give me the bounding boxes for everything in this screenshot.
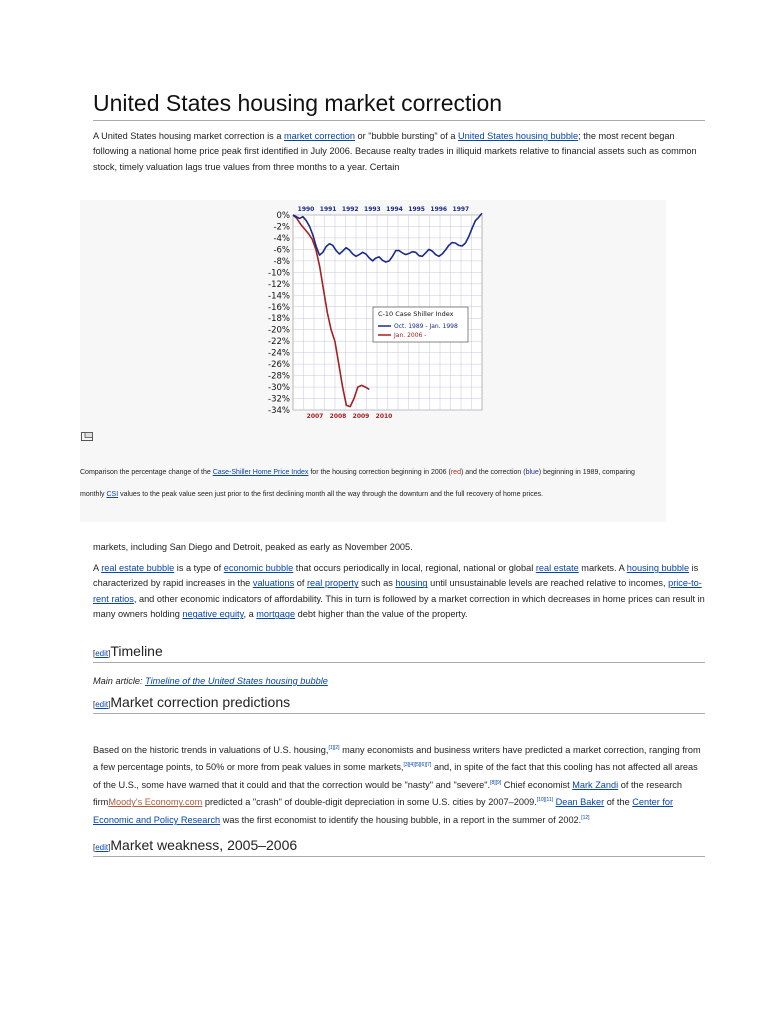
predictions-divider	[93, 713, 705, 714]
y-tick-label: -16%	[268, 302, 290, 313]
top-axis-label: 1995	[408, 206, 425, 213]
y-tick-label: -28%	[268, 371, 290, 382]
ref-8-9[interactable]: [8][9]	[490, 779, 502, 786]
link-negative-equity[interactable]: negative equity	[182, 609, 244, 620]
y-tick-label: -30%	[268, 383, 290, 394]
bottom-axis-label: 2008	[329, 413, 347, 420]
edit-link-weakness[interactable]: [edit]	[93, 843, 111, 852]
p2-text-7: such as	[358, 578, 396, 589]
top-axis-label: 1996	[430, 206, 448, 213]
link-price-to-rent[interactable]: price-to-rent ratios	[93, 578, 702, 604]
link-market-correction[interactable]: market correction	[284, 131, 355, 141]
link-mortgage[interactable]: mortgage	[256, 609, 296, 620]
p3-text-8: of the	[604, 797, 633, 808]
y-tick-label: -10%	[268, 268, 290, 279]
ref-1-2[interactable]: [1][2]	[328, 745, 340, 751]
p3-text-1: Based on the historic trends in valuations of U.S. housing,	[93, 745, 329, 756]
p3-text-3: and, in spite of the fact that this cooling has not affected all areas of the U.S., some have warned that it could and that the correction would be "nasty" and "severe".	[93, 762, 698, 790]
p2-text-8: until unsustainable levels are reached relative to incomes,	[427, 578, 669, 589]
y-tick-label: -22%	[268, 337, 290, 348]
predictions-paragraph	[93, 741, 705, 828]
link-cepr[interactable]: Center for Economic and Policy Research	[93, 797, 674, 825]
predictions-heading-text: Market correction predictions	[110, 694, 291, 710]
top-axis-label: 1990	[297, 206, 315, 213]
intro-text-1: A United States housing market correction is a	[93, 131, 284, 141]
ref-12[interactable]: [12]	[581, 814, 590, 821]
top-axis-label: 1993	[364, 206, 381, 213]
title-divider	[93, 120, 705, 121]
link-real-estate-bubble[interactable]: real estate bubble	[101, 563, 175, 573]
p2-text-6: of	[294, 578, 307, 589]
caption-red: red	[450, 469, 461, 476]
p2-text-10: , a	[243, 609, 257, 620]
y-tick-label: -14%	[268, 291, 290, 302]
section-heading-predictions	[93, 694, 290, 710]
top-axis-label: 1997	[452, 206, 470, 213]
y-tick-label: -24%	[268, 348, 290, 359]
p2-text-1: A	[93, 563, 102, 573]
p2-text-5: is characterized by rapid increases in the	[93, 563, 699, 589]
edit-link-predictions[interactable]: [edit]	[93, 700, 111, 709]
y-tick-label: -18%	[268, 314, 290, 325]
link-csi[interactable]: CSI	[106, 491, 119, 498]
timeline-heading-text: Timeline	[110, 643, 163, 659]
caption-text-5: values to the peak value seen just prior to the first declining month all the way through the downturn and the full recovery of home prices.	[118, 491, 544, 498]
legend-entry-1989: Oct. 1989 - Jan. 1998	[394, 323, 458, 330]
link-timeline-article[interactable]: Timeline of the United States housing bubble	[145, 676, 328, 686]
link-us-housing-bubble[interactable]: United States housing bubble	[458, 131, 579, 141]
edit-link-timeline[interactable]: [edit]	[93, 649, 111, 658]
y-tick-label: -4%	[273, 233, 290, 244]
p2-text-9: , and other economic indicators of affordability. This in turn is followed by a market correction in which decreases in home prices can result in many owners holding	[93, 593, 705, 620]
y-tick-label: -32%	[268, 394, 290, 405]
link-dean-baker[interactable]: Dean Baker	[555, 797, 605, 808]
top-axis-label: 1992	[341, 206, 359, 213]
link-moodys[interactable]: Moody's Economy.com	[108, 797, 203, 808]
main-article-note	[93, 674, 705, 689]
page-title: United States housing market correction	[93, 90, 503, 116]
intro-text-3: ; the most recent began following a national home price peak first identified in July 2006. Because realty trades in illiquid markets relative to financial assets such as common stock, timely valuation lags true values from three months to a year. Certain	[93, 131, 697, 172]
weakness-heading-text: Market weakness, 2005–2006	[110, 837, 298, 853]
caption-text-2: for the housing correction beginning in 2006 (	[308, 469, 451, 476]
figure-caption	[80, 462, 660, 506]
edit-link-text[interactable]: edit	[95, 843, 109, 852]
ref-3-7[interactable]: [3][4][5][6][7]	[403, 762, 432, 769]
caption-text-4: ) beginning in 1989, comparing monthly	[80, 469, 635, 498]
p3-text-6: predicted a "crash" of double-digit depreciation in some U.S. cities by 2007–2009.	[202, 797, 537, 808]
section-heading-timeline	[93, 643, 163, 659]
link-housing-bubble[interactable]: housing bubble	[626, 563, 690, 573]
p3-text-5: of the research firm	[93, 780, 683, 808]
y-tick-label: -8%	[273, 256, 290, 267]
y-tick-label: 0%	[276, 211, 290, 221]
p2-text-4: markets. A	[578, 563, 627, 573]
ref-10-11[interactable]: [10][11]	[536, 797, 554, 804]
main-article-label: Main article:	[93, 676, 146, 686]
caption-text-1: Comparison the percentage change of the	[80, 469, 213, 476]
caption-blue: blue	[525, 469, 539, 476]
link-mark-zandi[interactable]: Mark Zandi	[572, 780, 619, 790]
caption-text-3: ) and the correction (	[460, 469, 526, 476]
link-valuations[interactable]: valuations	[252, 578, 295, 589]
link-economic-bubble[interactable]: economic bubble	[223, 563, 294, 573]
y-tick-label: -34%	[268, 406, 290, 416]
y-tick-label: -2%	[273, 222, 290, 233]
intro-text-2: or "bubble bursting" of a	[354, 131, 459, 141]
y-tick-label: -12%	[268, 279, 290, 290]
link-real-estate[interactable]: real estate	[535, 563, 579, 573]
real-estate-paragraph	[93, 561, 705, 623]
link-real-property[interactable]: real property	[307, 578, 359, 589]
link-housing[interactable]: housing	[395, 578, 428, 589]
top-axis-label: 1994	[386, 206, 403, 213]
bottom-axis-label: 2009	[352, 413, 370, 420]
weakness-divider	[93, 856, 705, 857]
edit-link-text[interactable]: edit	[95, 700, 109, 709]
y-tick-label: -26%	[268, 360, 290, 371]
p3-text-4: Chief economist	[501, 780, 573, 790]
p2-text-3: that occurs periodically in local, regional, national or global	[293, 563, 536, 573]
continuation-paragraph: markets, including San Diego and Detroit, peaked as early as November 2005.	[93, 542, 413, 552]
y-tick-label: -20%	[268, 325, 290, 336]
bottom-axis-label: 2010	[375, 413, 393, 420]
section-heading-weakness	[93, 837, 297, 853]
p3-text-2: many economists and business writers have predicted a market correction, ranging from a few percentage points, to 50% or more from peak values in some markets,	[93, 745, 701, 773]
top-axis-label: 1991	[319, 206, 337, 213]
edit-link-text[interactable]: edit	[95, 649, 109, 658]
legend-title: C-10 Case Shiller Index	[378, 310, 454, 318]
intro-paragraph	[93, 129, 705, 175]
p2-text-2: is a type of	[174, 563, 224, 573]
p2-text-11: debt higher than the value of the property.	[295, 609, 468, 620]
p3-text-9: was the first economist to identify the housing bubble, in a report in the summer of 2002.	[220, 814, 582, 825]
bottom-axis-label: 2007	[306, 413, 324, 420]
legend-entry-2006: Jan. 2006 -	[394, 332, 427, 339]
link-case-shiller[interactable]: Case-Shiller Home Price Index	[212, 469, 309, 476]
magnify-icon[interactable]	[81, 432, 93, 441]
y-tick-label: -6%	[273, 245, 290, 256]
timeline-divider	[93, 662, 705, 663]
